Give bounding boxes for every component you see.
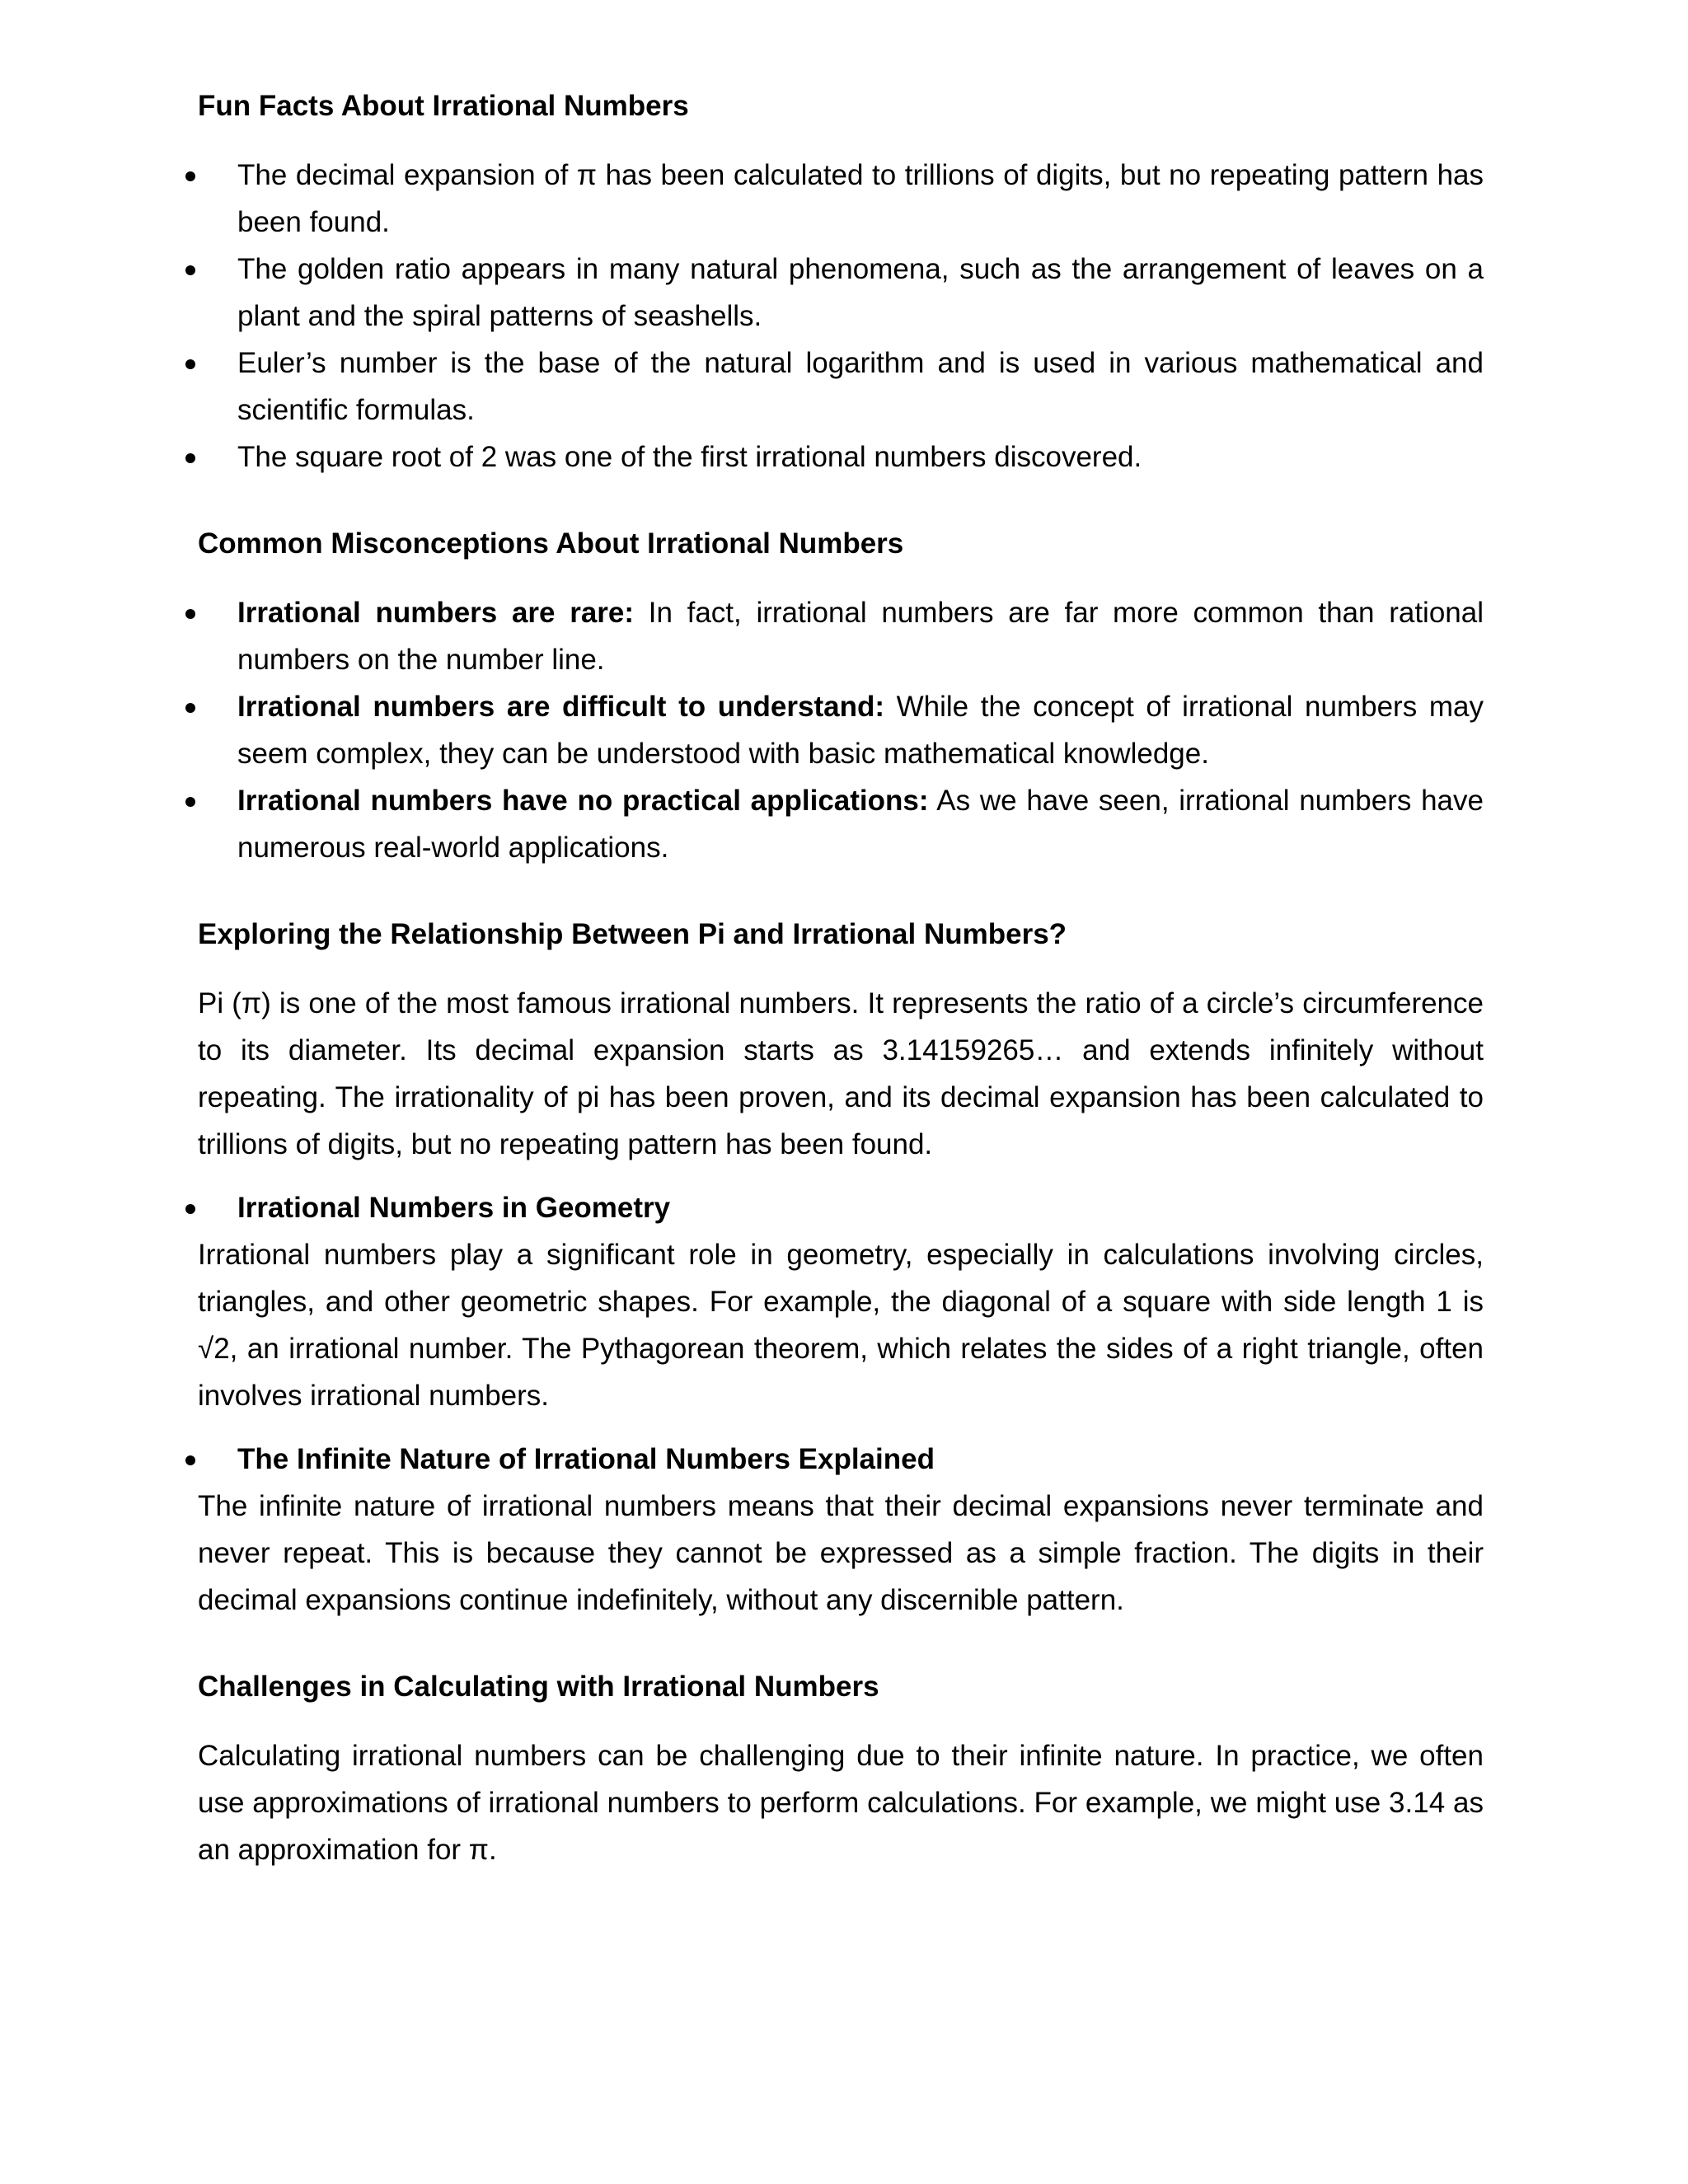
- misconception-lead: Irrational numbers are difficult to understand:: [237, 691, 884, 723]
- list-item: [198, 434, 1484, 480]
- document-content: [198, 86, 1484, 1916]
- infinite-nature-subsection-title: [198, 1436, 1484, 1483]
- list-item: [198, 683, 1484, 777]
- challenges-section: [198, 1666, 1484, 1873]
- bullet-icon: [185, 1204, 195, 1214]
- fun-facts-heading: Fun Facts About Irrational Numbers: [198, 90, 689, 122]
- bullet-icon: [185, 359, 195, 369]
- pi-heading: Exploring the Relationship Between Pi and Irrational Numbers?: [198, 918, 1067, 950]
- geometry-subsection-title: [198, 1184, 1484, 1231]
- bullet-icon: [185, 609, 195, 619]
- list-item-text: The golden ratio appears in many natural phenomena, such as the arrangement of leaves on a plant and the spiral patterns of seashells.: [237, 253, 1484, 332]
- misconceptions-section: [198, 523, 1484, 871]
- geometry-paragraph: Irrational numbers play a significant role in geometry, especially in calculations involving circles, triangles, and other geometric shapes. For example, the diagonal of a square with side length 1 is √2, an irrational number. The Pythagorean theorem, which relates the sides of a right triangle, often involves irrational numbers.: [198, 1239, 1484, 1412]
- misconceptions-list: [198, 589, 1484, 871]
- list-item-text: Euler’s number is the base of the natural logarithm and is used in various mathematical and scientific formulas.: [237, 347, 1484, 426]
- subsection-title-text: Irrational Numbers in Geometry: [237, 1192, 671, 1224]
- geometry-subsection: [198, 1184, 1484, 1419]
- list-item-text: The decimal expansion of π has been calculated to trillions of digits, but no repeating pattern has been found.: [237, 159, 1484, 238]
- infinite-nature-subsection: [198, 1436, 1484, 1624]
- subsection-title-text: The Infinite Nature of Irrational Numbers Explained: [237, 1443, 935, 1475]
- infinite-nature-paragraph: The infinite nature of irrational numbers means that their decimal expansions never terminate and never repeat. This is because they cannot be expressed as a simple fraction. The digits in their decimal expansions continue indefinitely, without any discernible pattern.: [198, 1490, 1484, 1616]
- misconception-text: In fact, irrational numbers are far more common than rational numbers on the number line.: [237, 597, 1484, 676]
- fun-facts-list: [198, 152, 1484, 480]
- list-item: [198, 152, 1484, 246]
- fun-facts-section: [198, 86, 1484, 480]
- list-item: [198, 340, 1484, 434]
- list-item: [198, 246, 1484, 340]
- misconception-text: While the concept of irrational numbers may seem complex, they can be understood with basic mathematical knowledge.: [237, 691, 1484, 770]
- bullet-icon: [185, 1455, 195, 1465]
- misconception-lead: Irrational numbers have no practical applications:: [237, 785, 929, 817]
- list-item: [198, 777, 1484, 871]
- bullet-icon: [185, 453, 195, 463]
- misconception-lead: Irrational numbers are rare:: [237, 597, 635, 629]
- pi-paragraph: Pi (π) is one of the most famous irrational numbers. It represents the ratio of a circle’s circumference to its diameter. Its decimal expansion starts as 3.14159265… and extends infinitely without repeating. The irrationality of pi has been proven, and its decimal expansion has been calculated to trillions of digits, but no repeating pattern has been found.: [198, 987, 1484, 1160]
- bullet-icon: [185, 171, 195, 181]
- misconception-text: As we have seen, irrational numbers have numerous real-world applications.: [237, 785, 1484, 864]
- bullet-icon: [185, 797, 195, 807]
- list-item-text: The square root of 2 was one of the first irrational numbers discovered.: [237, 441, 1142, 473]
- challenges-paragraph: Calculating irrational numbers can be challenging due to their infinite nature. In practice, we often use approximations of irrational numbers to perform calculations. For example, we might use 3.14 as an approximation for π.: [198, 1740, 1484, 1866]
- bullet-icon: [185, 265, 195, 275]
- misconceptions-heading: Common Misconceptions About Irrational Numbers: [198, 527, 904, 560]
- pi-section: [198, 914, 1484, 1624]
- bullet-icon: [185, 703, 195, 713]
- list-item: [198, 589, 1484, 683]
- challenges-heading: Challenges in Calculating with Irrational Numbers: [198, 1671, 879, 1703]
